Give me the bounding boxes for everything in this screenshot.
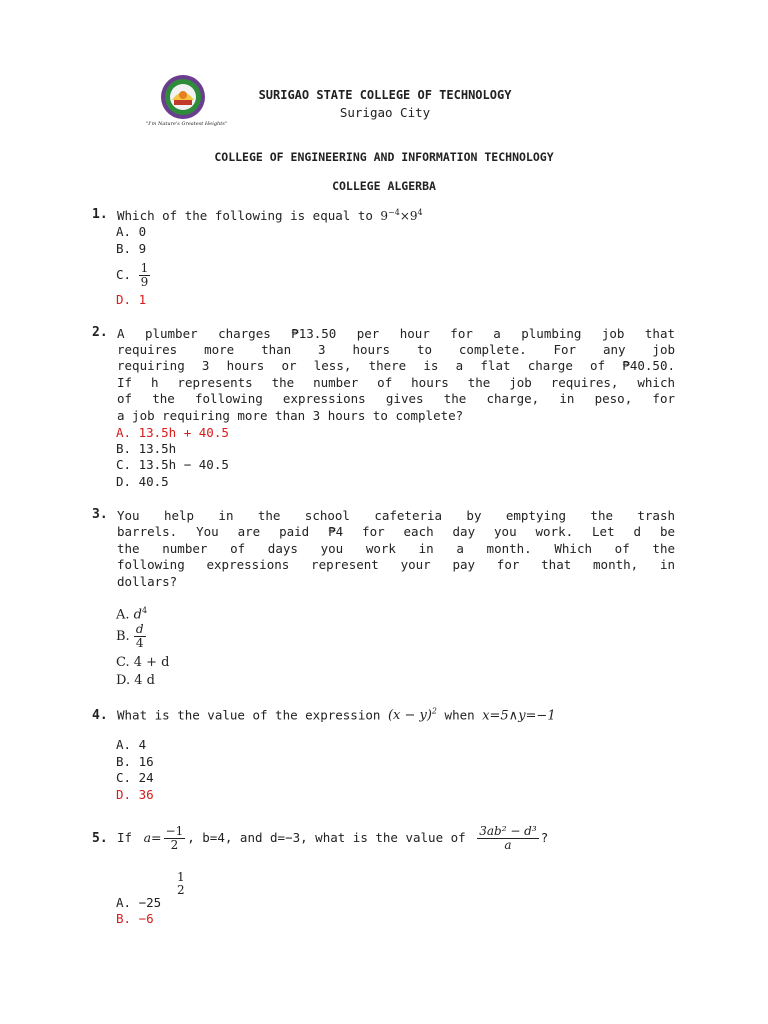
question-2-option-b: B. 13.5h — [116, 441, 177, 456]
question-2-option-c: C. 13.5h − 40.5 — [116, 457, 229, 472]
question-3-line-5: dollars? — [117, 574, 178, 589]
question-2-line-2: requires more than 3 hours to complete. For any job — [117, 342, 675, 357]
question-1-option-b: B. 9 — [116, 241, 147, 256]
question-2-number: 2. — [92, 325, 108, 340]
fraction-expression: $\frac{\text{3ab² − d³}}{a}$ — [479, 823, 537, 852]
question-1-number: 1. — [92, 207, 108, 222]
question-4-expression: $(x - y)^2$ — [387, 707, 438, 724]
question-3-line-4: following expressions represent your pay for that month, in — [117, 557, 675, 572]
question-5-a-equals: a= — [143, 830, 162, 845]
question-3-line-3: the number of days you work in a month. Which of the — [117, 541, 675, 556]
question-3-option-c: C. 4 + d — [116, 655, 170, 670]
question-3-option-b: B. $\frac{d}{4}$ — [116, 622, 144, 650]
question-4-option-a: A. 4 — [116, 737, 147, 752]
logo-motto: "I'm Nature's Greatest Heights" — [146, 121, 228, 127]
question-1-option-a: A. 0 — [116, 224, 147, 239]
question-3-line-1: You help in the school cafeteria by emptying the trash — [117, 508, 675, 523]
question-4-when: when — [444, 707, 475, 723]
question-4-number: 4. — [92, 708, 108, 723]
question-1-text — [117, 208, 423, 223]
question-2-line-1: A plumber charges ₱13.50 per hour for a plumbing job that — [117, 326, 675, 341]
question-5-qmark: ? — [540, 830, 549, 845]
question-5-number: 5. — [92, 831, 108, 846]
question-4-option-b: B. 16 — [116, 754, 154, 769]
question-4-stem: What is the value of the expression — [117, 707, 381, 723]
question-2-line-6: a job requiring more than 3 hours to complete? — [117, 408, 464, 423]
fraction-one-half: 1 2 — [177, 870, 185, 897]
school-city: Surigao City — [339, 105, 431, 120]
question-1-option-d-answer: D. 1 — [116, 292, 147, 307]
question-2-line-5: of the following expressions gives the charge, in peso, for — [117, 391, 675, 406]
question-5-if: If — [117, 830, 133, 845]
question-2-line-3: requiring 3 hours or less, there is a flat charge of ₱40.50. — [117, 358, 675, 373]
question-3-number: 3. — [92, 507, 108, 522]
fraction-negative-half: $\frac{-1}{2}$ — [165, 823, 184, 852]
question-2-option-a-answer: A. 13.5h + 40.5 — [116, 425, 229, 440]
question-3-line-2: barrels. You are paid ₱4 for each day you work. Let d be — [117, 524, 675, 539]
question-1-stem: Which of the following is equal to — [117, 208, 373, 223]
college-name: COLLEGE OF ENGINEERING AND INFORMATION TECHNOLOGY — [214, 150, 554, 164]
subject-title: COLLEGE ALGERBA — [332, 179, 436, 193]
fraction-one-ninth: $\frac{1}{9}$ — [140, 261, 149, 289]
question-4-text — [117, 707, 556, 723]
question-1-option-c: C. $\frac{1}{9}$ — [116, 261, 149, 289]
question-2-option-d: D. 40.5 — [116, 474, 169, 489]
question-4-option-d-answer: D. 36 — [116, 787, 154, 802]
question-5-stem: , b=4, and d=−3, what is the value of — [187, 830, 466, 845]
question-4-condition: x=5∧y=−1 — [482, 708, 556, 724]
question-4-option-c: C. 24 — [116, 770, 154, 785]
question-5-option-b-answer: B. −6 — [116, 911, 154, 926]
question-5-text — [117, 818, 548, 858]
fraction-d-over-4: $\frac{d}{4}$ — [135, 622, 144, 650]
question-5-option-a: A. −25 — [116, 895, 162, 910]
question-3-option-d: D. 4 d — [116, 673, 155, 688]
question-1-expression: $9^{-4}\times 9^4$ — [380, 208, 423, 223]
question-2-line-4: If h represents the number of hours the job requires, which — [117, 375, 675, 390]
school-name: SURIGAO STATE COLLEGE OF TECHNOLOGY — [258, 88, 512, 102]
question-3-option-a: A. $d^4$ — [116, 606, 148, 623]
